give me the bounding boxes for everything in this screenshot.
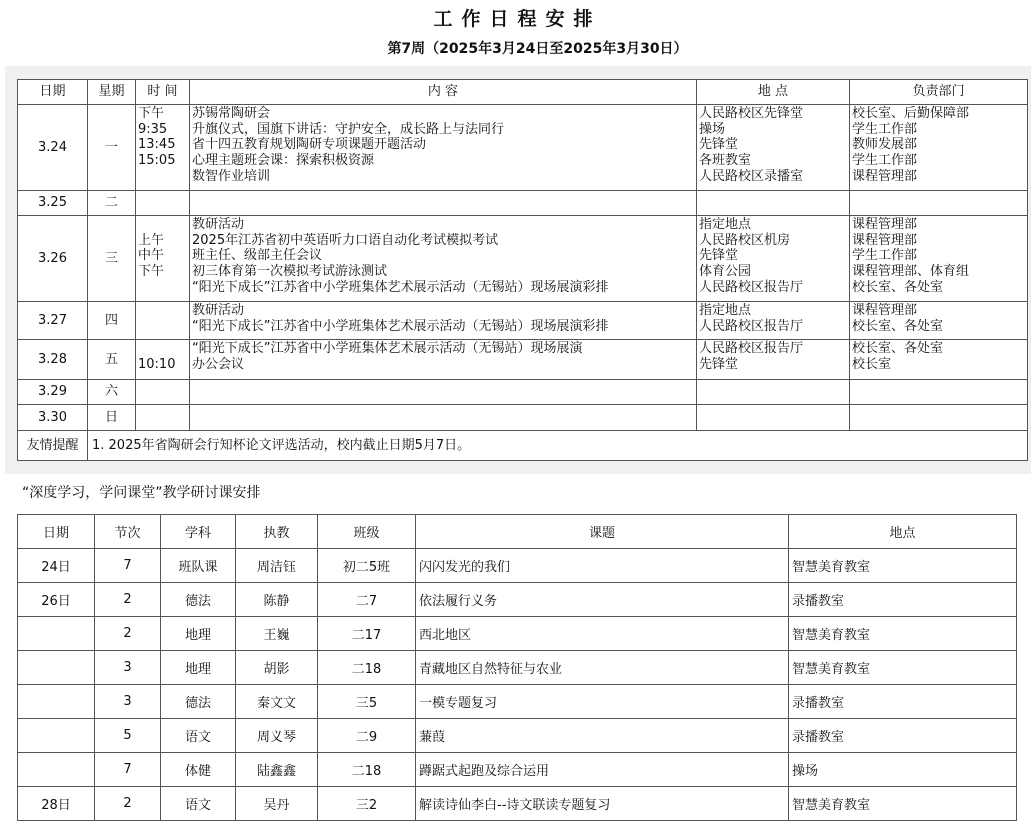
row-weekday: 四 — [88, 302, 136, 340]
row-date: 3.28 — [18, 340, 88, 380]
content-line: 省十四五教育规划陶研专项课题开题活动 — [192, 137, 427, 153]
dept-line: 校长室、各处室 — [852, 341, 944, 356]
row-weekday: 五 — [88, 340, 136, 380]
lesson-period: 7 — [95, 753, 161, 787]
lessons-header-date: 日期 — [18, 515, 95, 549]
lesson-subject: 地理 — [161, 651, 236, 685]
lesson-class: 三5 — [318, 685, 416, 719]
lesson-topic: 蒹葭 — [416, 719, 789, 753]
schedule-row — [18, 191, 1028, 216]
lesson-date — [18, 617, 95, 651]
row-content — [190, 105, 697, 191]
row-date: 3.30 — [18, 405, 88, 431]
week-subtitle: 第7周（2025年3月24日至2025年3月30日） — [387, 41, 688, 57]
header-time: 时 间 — [136, 80, 190, 105]
location-line: 人民路校区录播室 — [699, 168, 804, 184]
schedule-row — [18, 216, 1028, 302]
row-time — [136, 216, 190, 302]
lesson-subject: 德法 — [161, 583, 236, 617]
lesson-subject: 体健 — [161, 753, 236, 787]
header-content: 内 容 — [190, 80, 697, 105]
schedule-row — [18, 380, 1028, 405]
lesson-period: 7 — [95, 549, 161, 583]
header-weekday: 星期 — [88, 80, 136, 105]
location-line: 人民路校区报告厅 — [699, 341, 804, 356]
location-line: 指定地点 — [699, 303, 752, 318]
reminder-row — [18, 431, 1028, 461]
location-line: 人民路校区报告厅 — [699, 318, 804, 334]
dept-line: 教师发展部 — [852, 137, 918, 153]
lesson-topic: 闪闪发光的我们 — [416, 549, 789, 583]
time-line: 10:10 — [138, 356, 176, 372]
lessons-header-topic: 课题 — [416, 515, 789, 549]
location-line: 人民路校区先锋堂 — [699, 106, 804, 121]
location-line: 操场 — [699, 121, 726, 137]
lesson-topic: 青藏地区自然特征与农业 — [416, 651, 789, 685]
lesson-location: 智慧美育教室 — [789, 549, 1017, 583]
row-date: 3.26 — [18, 216, 88, 302]
content-line: 升旗仪式，国旗下讲话：守护安全，成长路上与法同行 — [192, 121, 505, 137]
lesson-subject: 语文 — [161, 719, 236, 753]
lesson-class: 初二5班 — [318, 549, 416, 583]
lesson-subject: 德法 — [161, 685, 236, 719]
row-content — [190, 302, 697, 340]
lesson-date — [18, 719, 95, 753]
dept-line: 校长室、各处室 — [852, 318, 944, 334]
schedule-row — [18, 340, 1028, 380]
row-location — [697, 216, 850, 302]
lesson-subject: 班队课 — [161, 549, 236, 583]
lesson-row — [18, 787, 1017, 821]
lesson-teacher: 周义琴 — [236, 719, 318, 753]
lesson-teacher: 胡影 — [236, 651, 318, 685]
lesson-row — [18, 651, 1017, 685]
lessons-header-class: 班级 — [318, 515, 416, 549]
lesson-subject: 地理 — [161, 617, 236, 651]
lesson-teacher: 陆鑫鑫 — [236, 753, 318, 787]
location-line: 人民路校区机房 — [699, 232, 791, 248]
dept-line: 校长室 — [852, 356, 892, 372]
row-weekday: 日 — [88, 405, 136, 431]
time-line: 15:05 — [138, 153, 176, 169]
lesson-class: 二7 — [318, 583, 416, 617]
lesson-date — [18, 685, 95, 719]
row-weekday: 二 — [88, 191, 136, 216]
lessons-table — [17, 514, 1017, 821]
lesson-class: 二17 — [318, 617, 416, 651]
content-line: “阳光下成长”江苏省中小学班集体艺术展示活动（无锡站）现场展演彩排 — [192, 318, 609, 334]
dept-line: 学生工作部 — [852, 121, 918, 137]
row-content — [190, 191, 697, 216]
lesson-period: 2 — [95, 617, 161, 651]
time-line: 下午 — [138, 106, 165, 121]
location-line: 人民路校区报告厅 — [699, 279, 804, 295]
row-location — [697, 380, 850, 405]
lesson-teacher: 王巍 — [236, 617, 318, 651]
reminder-label: 友情提醒 — [18, 431, 88, 461]
content-line: 苏锡常陶研会 — [192, 106, 271, 121]
content-line: “阳光下成长”江苏省中小学班集体艺术展示活动（无锡站）现场展演彩排 — [192, 279, 609, 295]
lesson-teacher: 陈静 — [236, 583, 318, 617]
row-time — [136, 405, 190, 431]
row-dept — [850, 380, 1028, 405]
content-line: 数智作业培训 — [192, 168, 271, 184]
row-content — [190, 405, 697, 431]
lesson-date — [18, 651, 95, 685]
time-line: 13:45 — [138, 137, 176, 153]
content-line: 初三体育第一次模拟考试游泳测试 — [192, 264, 388, 280]
row-dept — [850, 405, 1028, 431]
row-date: 3.29 — [18, 380, 88, 405]
header-date: 日期 — [18, 80, 88, 105]
time-line: 9:35 — [138, 121, 168, 137]
lesson-topic: 解读诗仙李白--诗文联读专题复习 — [416, 787, 789, 821]
lesson-topic: 依法履行义务 — [416, 583, 789, 617]
lesson-class: 二9 — [318, 719, 416, 753]
lesson-period: 2 — [95, 787, 161, 821]
lesson-period: 5 — [95, 719, 161, 753]
dept-line: 课程管理部、体育组 — [852, 264, 970, 280]
row-content — [190, 340, 697, 380]
lesson-location: 智慧美育教室 — [789, 651, 1017, 685]
row-dept — [850, 191, 1028, 216]
lesson-location: 录播教室 — [789, 583, 1017, 617]
content-line: 教研活动 — [192, 217, 245, 232]
lesson-period: 3 — [95, 685, 161, 719]
dept-line: 课程管理部 — [852, 168, 918, 184]
schedule-row — [18, 105, 1028, 191]
lesson-location: 操场 — [789, 753, 1017, 787]
location-line: 指定地点 — [699, 217, 752, 232]
row-time — [136, 340, 190, 380]
header-location: 地 点 — [697, 80, 850, 105]
row-location — [697, 105, 850, 191]
content-line: 班主任、级部主任会议 — [192, 248, 323, 264]
location-line: 体育公园 — [699, 264, 752, 280]
lessons-header-location: 地点 — [789, 515, 1017, 549]
lesson-topic: 一模专题复习 — [416, 685, 789, 719]
reminder-text: 1. 2025年省陶研会行知杯论文评选活动，校内截止日期5月7日。 — [88, 431, 1028, 461]
row-dept — [850, 216, 1028, 302]
lesson-location: 录播教室 — [789, 719, 1017, 753]
row-weekday: 一 — [88, 105, 136, 191]
row-location — [697, 191, 850, 216]
row-content — [190, 216, 697, 302]
location-line: 先锋堂 — [699, 137, 739, 153]
dept-line: 校长室、后勤保障部 — [852, 106, 970, 121]
dept-line: 课程管理部 — [852, 217, 918, 232]
lesson-row — [18, 583, 1017, 617]
row-dept — [850, 340, 1028, 380]
lessons-header-period: 节次 — [95, 515, 161, 549]
dept-line: 学生工作部 — [852, 248, 918, 264]
lesson-class: 二18 — [318, 753, 416, 787]
lessons-heading: “深度学习，学问课堂”教学研讨课安排 — [22, 485, 261, 501]
row-location — [697, 340, 850, 380]
row-time — [136, 380, 190, 405]
content-line: “阳光下成长”江苏省中小学班集体艺术展示活动（无锡站）现场展演 — [192, 341, 583, 356]
lessons-header-row — [18, 515, 1017, 549]
location-line: 各班教室 — [699, 153, 752, 169]
lesson-row — [18, 617, 1017, 651]
location-line: 先锋堂 — [699, 356, 739, 372]
time-line: 上午 — [138, 232, 165, 248]
lesson-row — [18, 719, 1017, 753]
lesson-date: 26日 — [18, 583, 95, 617]
row-time — [136, 105, 190, 191]
row-time — [136, 302, 190, 340]
document-title: 工作日程安排 — [433, 8, 602, 30]
content-line: 2025年江苏省初中英语听力口语自动化考试模拟考试 — [192, 232, 499, 248]
row-time — [136, 191, 190, 216]
time-line: 中午 — [138, 248, 165, 264]
lesson-class: 三2 — [318, 787, 416, 821]
lessons-header-subject: 学科 — [161, 515, 236, 549]
row-location — [697, 302, 850, 340]
row-date: 3.27 — [18, 302, 88, 340]
location-line: 先锋堂 — [699, 248, 739, 264]
row-weekday: 六 — [88, 380, 136, 405]
lesson-period: 2 — [95, 583, 161, 617]
lesson-date: 24日 — [18, 549, 95, 583]
lesson-location: 智慧美育教室 — [789, 617, 1017, 651]
lesson-topic: 西北地区 — [416, 617, 789, 651]
lesson-row — [18, 753, 1017, 787]
content-line: 心理主题班会课：探索积极资源 — [192, 153, 375, 169]
row-content — [190, 380, 697, 405]
dept-line: 学生工作部 — [852, 153, 918, 169]
lesson-teacher: 周洁钰 — [236, 549, 318, 583]
lesson-topic: 蹲踞式起跑及综合运用 — [416, 753, 789, 787]
dept-line: 校长室、各处室 — [852, 279, 944, 295]
lesson-teacher: 秦文文 — [236, 685, 318, 719]
row-location — [697, 405, 850, 431]
lesson-row — [18, 685, 1017, 719]
dept-line: 课程管理部 — [852, 303, 918, 318]
weekly-schedule-table — [17, 79, 1028, 461]
row-dept — [850, 302, 1028, 340]
schedule-header-row — [18, 80, 1028, 105]
lesson-row — [18, 549, 1017, 583]
lesson-class: 二18 — [318, 651, 416, 685]
content-line: 办公会议 — [192, 356, 245, 372]
row-date: 3.25 — [18, 191, 88, 216]
row-weekday: 三 — [88, 216, 136, 302]
lesson-subject: 语文 — [161, 787, 236, 821]
dept-line: 课程管理部 — [852, 232, 918, 248]
lesson-teacher: 吴丹 — [236, 787, 318, 821]
time-line: 下午 — [138, 264, 165, 280]
header-dept: 负责部门 — [850, 80, 1028, 105]
lesson-location: 录播教室 — [789, 685, 1017, 719]
lesson-location: 智慧美育教室 — [789, 787, 1017, 821]
lesson-date — [18, 753, 95, 787]
content-line: 教研活动 — [192, 303, 245, 318]
row-dept — [850, 105, 1028, 191]
row-date: 3.24 — [18, 105, 88, 191]
schedule-row — [18, 302, 1028, 340]
lesson-date: 28日 — [18, 787, 95, 821]
lesson-period: 3 — [95, 651, 161, 685]
schedule-row — [18, 405, 1028, 431]
lessons-header-teacher: 执教 — [236, 515, 318, 549]
